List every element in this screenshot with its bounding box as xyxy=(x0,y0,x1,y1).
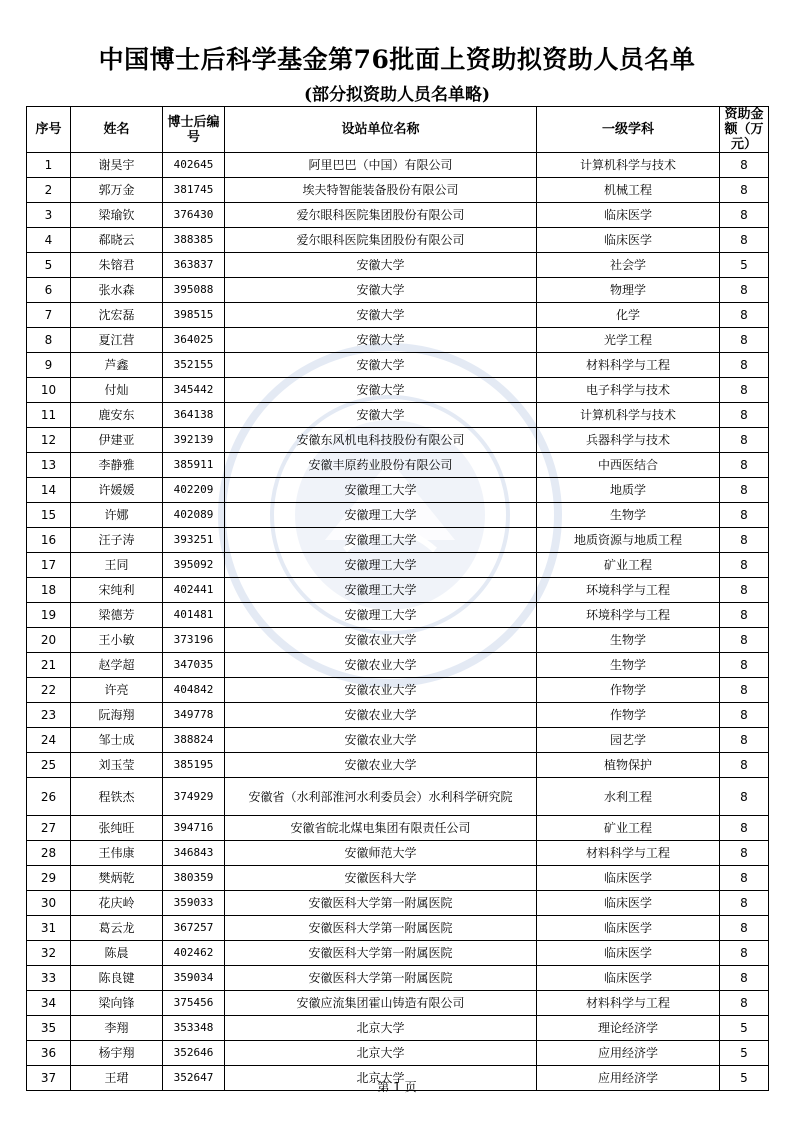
postdoc-id-cell: 402645 xyxy=(163,153,225,178)
institution-cell: 安徽省（水利部淮河水利委员会）水利科学研究院 xyxy=(225,778,537,816)
index-cell: 18 xyxy=(27,578,71,603)
postdoc-id-cell: 398515 xyxy=(163,303,225,328)
postdoc-id-cell: 388824 xyxy=(163,728,225,753)
postdoc-id-cell: 345442 xyxy=(163,378,225,403)
institution-cell: 安徽理工大学 xyxy=(225,478,537,503)
institution-cell: 爱尔眼科医院集团股份有限公司 xyxy=(225,228,537,253)
table-row xyxy=(27,553,769,578)
name-cell: 梁向锋 xyxy=(71,991,163,1016)
discipline-cell: 社会学 xyxy=(537,253,720,278)
amount-cell: 5 xyxy=(720,1016,769,1041)
amount-cell: 8 xyxy=(720,603,769,628)
institution-cell: 安徽农业大学 xyxy=(225,703,537,728)
index-cell: 23 xyxy=(27,703,71,728)
postdoc-id-cell: 402209 xyxy=(163,478,225,503)
name-cell: 梁瑜钦 xyxy=(71,203,163,228)
table-row xyxy=(27,203,769,228)
name-cell: 汪子涛 xyxy=(71,528,163,553)
amount-cell: 8 xyxy=(720,453,769,478)
amount-cell: 5 xyxy=(720,1066,769,1091)
discipline-cell: 应用经济学 xyxy=(537,1066,720,1091)
name-cell: 王同 xyxy=(71,553,163,578)
discipline-cell: 电子科学与技术 xyxy=(537,378,720,403)
postdoc-id-cell: 352647 xyxy=(163,1066,225,1091)
index-cell: 12 xyxy=(27,428,71,453)
index-cell: 8 xyxy=(27,328,71,353)
postdoc-id-cell: 367257 xyxy=(163,916,225,941)
discipline-cell: 材料科学与工程 xyxy=(537,991,720,1016)
postdoc-id-cell: 402462 xyxy=(163,941,225,966)
postdoc-id-cell: 375456 xyxy=(163,991,225,1016)
index-cell: 7 xyxy=(27,303,71,328)
table-row xyxy=(27,353,769,378)
table-row xyxy=(27,178,769,203)
table-row xyxy=(27,253,769,278)
institution-cell: 阿里巴巴（中国）有限公司 xyxy=(225,153,537,178)
amount-cell: 8 xyxy=(720,866,769,891)
postdoc-id-cell: 404842 xyxy=(163,678,225,703)
name-cell: 陈良键 xyxy=(71,966,163,991)
amount-cell: 8 xyxy=(720,678,769,703)
table-row xyxy=(27,278,769,303)
name-cell: 付灿 xyxy=(71,378,163,403)
index-cell: 31 xyxy=(27,916,71,941)
name-cell: 郭万金 xyxy=(71,178,163,203)
amount-cell: 8 xyxy=(720,778,769,816)
table-row xyxy=(27,578,769,603)
index-cell: 36 xyxy=(27,1041,71,1066)
institution-cell: 安徽农业大学 xyxy=(225,653,537,678)
table-row xyxy=(27,728,769,753)
name-cell: 许亮 xyxy=(71,678,163,703)
name-cell: 梁德芳 xyxy=(71,603,163,628)
discipline-cell: 生物学 xyxy=(537,653,720,678)
amount-cell: 5 xyxy=(720,253,769,278)
table-row xyxy=(27,653,769,678)
discipline-cell: 地质学 xyxy=(537,478,720,503)
postdoc-id-cell: 388385 xyxy=(163,228,225,253)
institution-cell: 安徽大学 xyxy=(225,253,537,278)
name-cell: 王珺 xyxy=(71,1066,163,1091)
discipline-cell: 临床医学 xyxy=(537,941,720,966)
amount-cell: 8 xyxy=(720,328,769,353)
name-cell: 赵学超 xyxy=(71,653,163,678)
table-row xyxy=(27,528,769,553)
discipline-cell: 材料科学与工程 xyxy=(537,841,720,866)
postdoc-id-cell: 392139 xyxy=(163,428,225,453)
index-cell: 14 xyxy=(27,478,71,503)
discipline-cell: 计算机科学与技术 xyxy=(537,153,720,178)
postdoc-id-cell: 401481 xyxy=(163,603,225,628)
institution-cell: 安徽理工大学 xyxy=(225,503,537,528)
institution-cell: 安徽医科大学 xyxy=(225,866,537,891)
postdoc-id-cell: 359033 xyxy=(163,891,225,916)
name-cell: 葛云龙 xyxy=(71,916,163,941)
discipline-cell: 植物保护 xyxy=(537,753,720,778)
index-cell: 32 xyxy=(27,941,71,966)
index-cell: 20 xyxy=(27,628,71,653)
amount-cell: 8 xyxy=(720,553,769,578)
postdoc-id-cell: 381745 xyxy=(163,178,225,203)
institution-cell: 安徽东风机电科技股份有限公司 xyxy=(225,428,537,453)
institution-cell: 安徽省皖北煤电集团有限责任公司 xyxy=(225,816,537,841)
table-row xyxy=(27,941,769,966)
index-cell: 30 xyxy=(27,891,71,916)
discipline-cell: 环境科学与工程 xyxy=(537,578,720,603)
table-row xyxy=(27,1041,769,1066)
institution-cell: 安徽应流集团霍山铸造有限公司 xyxy=(225,991,537,1016)
table-row xyxy=(27,478,769,503)
institution-cell: 北京大学 xyxy=(225,1016,537,1041)
table-row xyxy=(27,966,769,991)
name-cell: 王伟康 xyxy=(71,841,163,866)
table-row xyxy=(27,403,769,428)
index-cell: 28 xyxy=(27,841,71,866)
institution-cell: 北京大学 xyxy=(225,1066,537,1091)
table-row xyxy=(27,303,769,328)
amount-cell: 8 xyxy=(720,378,769,403)
institution-cell: 安徽大学 xyxy=(225,278,537,303)
name-cell: 朱镕君 xyxy=(71,253,163,278)
institution-cell: 安徽大学 xyxy=(225,378,537,403)
name-cell: 宋纯利 xyxy=(71,578,163,603)
name-cell: 张水森 xyxy=(71,278,163,303)
discipline-cell: 机械工程 xyxy=(537,178,720,203)
amount-cell: 8 xyxy=(720,178,769,203)
name-cell: 李静雅 xyxy=(71,453,163,478)
amount-cell: 8 xyxy=(720,528,769,553)
index-cell: 19 xyxy=(27,603,71,628)
table-row xyxy=(27,378,769,403)
amount-cell: 8 xyxy=(720,403,769,428)
institution-cell: 安徽理工大学 xyxy=(225,528,537,553)
amount-cell: 8 xyxy=(720,353,769,378)
index-cell: 27 xyxy=(27,816,71,841)
postdoc-id-cell: 346843 xyxy=(163,841,225,866)
column-header-amount: 资助金额（万元） xyxy=(720,107,769,153)
page-title: 中国博士后科学基金第76批面上资助拟资助人员名单 xyxy=(98,45,696,74)
table-row xyxy=(27,841,769,866)
postdoc-id-cell: 352646 xyxy=(163,1041,225,1066)
institution-cell: 安徽丰原药业股份有限公司 xyxy=(225,453,537,478)
amount-cell: 8 xyxy=(720,941,769,966)
table-row xyxy=(27,778,769,816)
discipline-cell: 生物学 xyxy=(537,628,720,653)
discipline-cell: 材料科学与工程 xyxy=(537,353,720,378)
discipline-cell: 地质资源与地质工程 xyxy=(537,528,720,553)
table-row xyxy=(27,866,769,891)
postdoc-id-cell: 380359 xyxy=(163,866,225,891)
amount-cell: 8 xyxy=(720,578,769,603)
postdoc-id-cell: 402441 xyxy=(163,578,225,603)
amount-cell: 5 xyxy=(720,1041,769,1066)
name-cell: 邹士成 xyxy=(71,728,163,753)
index-cell: 2 xyxy=(27,178,71,203)
postdoc-id-cell: 395088 xyxy=(163,278,225,303)
postdoc-id-cell: 393251 xyxy=(163,528,225,553)
institution-cell: 安徽农业大学 xyxy=(225,628,537,653)
page-subtitle: (部分拟资助人员名单略) xyxy=(303,85,491,105)
index-cell: 21 xyxy=(27,653,71,678)
postdoc-id-cell: 374929 xyxy=(163,778,225,816)
postdoc-id-cell: 364025 xyxy=(163,328,225,353)
name-cell: 许娜 xyxy=(71,503,163,528)
index-cell: 5 xyxy=(27,253,71,278)
column-header-postdoc-id: 博士后编号 xyxy=(163,107,225,153)
table-header-row xyxy=(27,107,769,153)
table-row xyxy=(27,1016,769,1041)
amount-cell: 8 xyxy=(720,841,769,866)
table-row xyxy=(27,628,769,653)
name-cell: 陈晨 xyxy=(71,941,163,966)
institution-cell: 安徽大学 xyxy=(225,403,537,428)
funding-table xyxy=(26,106,769,1091)
table-row xyxy=(27,891,769,916)
institution-cell: 安徽医科大学第一附属医院 xyxy=(225,916,537,941)
discipline-cell: 作物学 xyxy=(537,703,720,728)
name-cell: 张纯旺 xyxy=(71,816,163,841)
table-row xyxy=(27,678,769,703)
amount-cell: 8 xyxy=(720,728,769,753)
postdoc-id-cell: 402089 xyxy=(163,503,225,528)
institution-cell: 安徽师范大学 xyxy=(225,841,537,866)
index-cell: 34 xyxy=(27,991,71,1016)
postdoc-id-cell: 385195 xyxy=(163,753,225,778)
name-cell: 郗晓云 xyxy=(71,228,163,253)
postdoc-id-cell: 385911 xyxy=(163,453,225,478)
amount-cell: 8 xyxy=(720,278,769,303)
column-header-discipline: 一级学科 xyxy=(537,107,720,153)
postdoc-id-cell: 363837 xyxy=(163,253,225,278)
amount-cell: 8 xyxy=(720,991,769,1016)
column-header-index: 序号 xyxy=(27,107,71,153)
postdoc-id-cell: 359034 xyxy=(163,966,225,991)
amount-cell: 8 xyxy=(720,428,769,453)
amount-cell: 8 xyxy=(720,653,769,678)
name-cell: 鹿安东 xyxy=(71,403,163,428)
index-cell: 6 xyxy=(27,278,71,303)
name-cell: 杨宇翔 xyxy=(71,1041,163,1066)
institution-cell: 爱尔眼科医院集团股份有限公司 xyxy=(225,203,537,228)
discipline-cell: 光学工程 xyxy=(537,328,720,353)
name-cell: 沈宏磊 xyxy=(71,303,163,328)
name-cell: 芦鑫 xyxy=(71,353,163,378)
name-cell: 程铁杰 xyxy=(71,778,163,816)
postdoc-id-cell: 394716 xyxy=(163,816,225,841)
discipline-cell: 临床医学 xyxy=(537,866,720,891)
table-row xyxy=(27,703,769,728)
amount-cell: 8 xyxy=(720,966,769,991)
institution-cell: 安徽大学 xyxy=(225,353,537,378)
index-cell: 37 xyxy=(27,1066,71,1091)
table-row xyxy=(27,753,769,778)
institution-cell: 安徽农业大学 xyxy=(225,753,537,778)
table-row xyxy=(27,816,769,841)
index-cell: 22 xyxy=(27,678,71,703)
amount-cell: 8 xyxy=(720,816,769,841)
institution-cell: 安徽理工大学 xyxy=(225,553,537,578)
table-body xyxy=(27,153,769,1091)
index-cell: 24 xyxy=(27,728,71,753)
discipline-cell: 中西医结合 xyxy=(537,453,720,478)
amount-cell: 8 xyxy=(720,891,769,916)
amount-cell: 8 xyxy=(720,753,769,778)
amount-cell: 8 xyxy=(720,303,769,328)
institution-cell: 埃夫特智能装备股份有限公司 xyxy=(225,178,537,203)
index-cell: 15 xyxy=(27,503,71,528)
table-row xyxy=(27,428,769,453)
table-row xyxy=(27,991,769,1016)
discipline-cell: 园艺学 xyxy=(537,728,720,753)
name-cell: 伊建亚 xyxy=(71,428,163,453)
discipline-cell: 应用经济学 xyxy=(537,1041,720,1066)
amount-cell: 8 xyxy=(720,916,769,941)
discipline-cell: 临床医学 xyxy=(537,916,720,941)
discipline-cell: 生物学 xyxy=(537,503,720,528)
table-row xyxy=(27,503,769,528)
discipline-cell: 兵器科学与技术 xyxy=(537,428,720,453)
institution-cell: 安徽大学 xyxy=(225,303,537,328)
name-cell: 阮海翔 xyxy=(71,703,163,728)
institution-cell: 安徽农业大学 xyxy=(225,728,537,753)
name-cell: 许媛媛 xyxy=(71,478,163,503)
name-cell: 谢昊宇 xyxy=(71,153,163,178)
amount-cell: 8 xyxy=(720,478,769,503)
postdoc-id-cell: 376430 xyxy=(163,203,225,228)
table-row xyxy=(27,453,769,478)
name-cell: 花庆岭 xyxy=(71,891,163,916)
amount-cell: 8 xyxy=(720,203,769,228)
index-cell: 9 xyxy=(27,353,71,378)
index-cell: 17 xyxy=(27,553,71,578)
table-row xyxy=(27,603,769,628)
institution-cell: 安徽医科大学第一附属医院 xyxy=(225,966,537,991)
institution-cell: 北京大学 xyxy=(225,1041,537,1066)
institution-cell: 安徽理工大学 xyxy=(225,578,537,603)
index-cell: 26 xyxy=(27,778,71,816)
institution-cell: 安徽大学 xyxy=(225,328,537,353)
institution-cell: 安徽医科大学第一附属医院 xyxy=(225,941,537,966)
index-cell: 29 xyxy=(27,866,71,891)
page-number: 第 1 页 xyxy=(377,1080,417,1094)
column-header-institution: 设站单位名称 xyxy=(225,107,537,153)
amount-cell: 8 xyxy=(720,153,769,178)
discipline-cell: 临床医学 xyxy=(537,228,720,253)
table-row xyxy=(27,916,769,941)
name-cell: 王小敏 xyxy=(71,628,163,653)
discipline-cell: 矿业工程 xyxy=(537,816,720,841)
index-cell: 3 xyxy=(27,203,71,228)
amount-cell: 8 xyxy=(720,628,769,653)
index-cell: 13 xyxy=(27,453,71,478)
index-cell: 4 xyxy=(27,228,71,253)
discipline-cell: 作物学 xyxy=(537,678,720,703)
postdoc-id-cell: 373196 xyxy=(163,628,225,653)
table-row xyxy=(27,153,769,178)
institution-cell: 安徽医科大学第一附属医院 xyxy=(225,891,537,916)
index-cell: 35 xyxy=(27,1016,71,1041)
postdoc-id-cell: 349778 xyxy=(163,703,225,728)
discipline-cell: 环境科学与工程 xyxy=(537,603,720,628)
index-cell: 10 xyxy=(27,378,71,403)
table-row xyxy=(27,228,769,253)
institution-cell: 安徽理工大学 xyxy=(225,603,537,628)
table-row xyxy=(27,328,769,353)
discipline-cell: 矿业工程 xyxy=(537,553,720,578)
discipline-cell: 计算机科学与技术 xyxy=(537,403,720,428)
name-cell: 樊炳乾 xyxy=(71,866,163,891)
postdoc-id-cell: 347035 xyxy=(163,653,225,678)
index-cell: 16 xyxy=(27,528,71,553)
column-header-name: 姓名 xyxy=(71,107,163,153)
discipline-cell: 临床医学 xyxy=(537,966,720,991)
discipline-cell: 化学 xyxy=(537,303,720,328)
postdoc-id-cell: 364138 xyxy=(163,403,225,428)
discipline-cell: 理论经济学 xyxy=(537,1016,720,1041)
amount-cell: 8 xyxy=(720,228,769,253)
amount-cell: 8 xyxy=(720,503,769,528)
name-cell: 夏江营 xyxy=(71,328,163,353)
discipline-cell: 临床医学 xyxy=(537,203,720,228)
discipline-cell: 临床医学 xyxy=(537,891,720,916)
discipline-cell: 物理学 xyxy=(537,278,720,303)
name-cell: 李翔 xyxy=(71,1016,163,1041)
name-cell: 刘玉莹 xyxy=(71,753,163,778)
discipline-cell: 水利工程 xyxy=(537,778,720,816)
index-cell: 33 xyxy=(27,966,71,991)
index-cell: 25 xyxy=(27,753,71,778)
institution-cell: 安徽农业大学 xyxy=(225,678,537,703)
postdoc-id-cell: 353348 xyxy=(163,1016,225,1041)
index-cell: 11 xyxy=(27,403,71,428)
postdoc-id-cell: 395092 xyxy=(163,553,225,578)
postdoc-id-cell: 352155 xyxy=(163,353,225,378)
amount-cell: 8 xyxy=(720,703,769,728)
index-cell: 1 xyxy=(27,153,71,178)
